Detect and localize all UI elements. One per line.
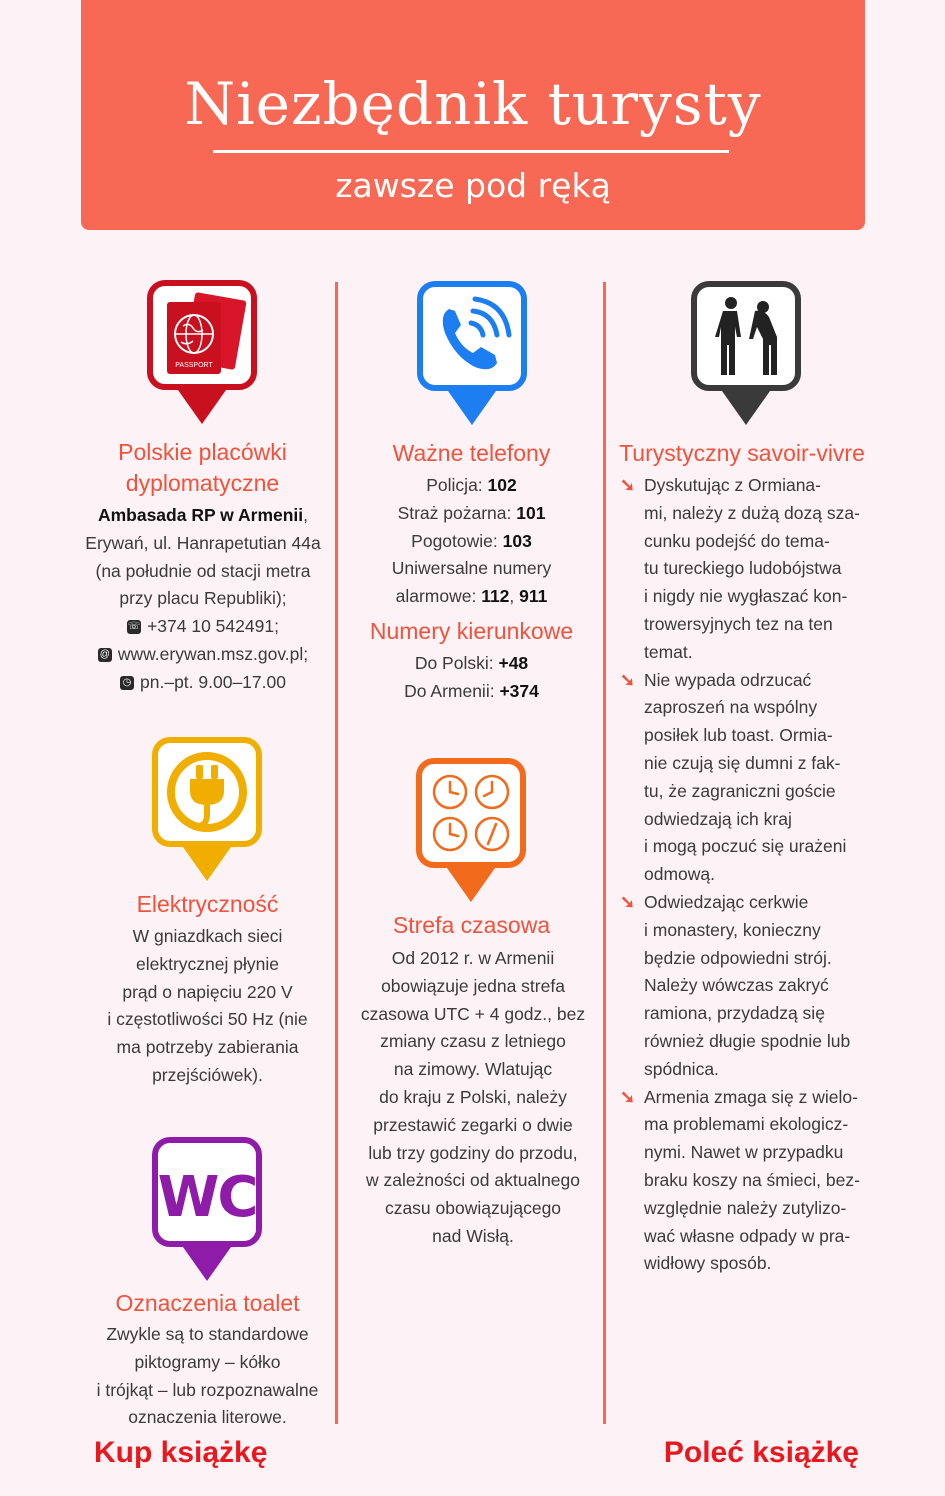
column-divider-right <box>603 282 606 1424</box>
dialing-codes: Do Polski: +48 Do Armenii: +374 <box>404 653 539 701</box>
phone-small-icon: ☏ <box>127 621 141 633</box>
embassy-address-line: (na południe od stacji metra <box>95 560 311 581</box>
column-divider-left <box>335 282 338 1424</box>
passport-icon <box>147 280 257 390</box>
buy-book-link[interactable]: Kup książkę <box>94 1436 268 1469</box>
embassy-address-line: Erywań, ul. Hanrapetutian 44a <box>85 532 321 553</box>
phones-title: Ważne telefony <box>392 440 551 466</box>
arrow-bullet-icon: ➘ <box>620 1086 636 1107</box>
page-title: Niezbędnik turysty <box>184 70 762 138</box>
arrow-bullet-icon: ➘ <box>620 475 636 495</box>
at-icon: @ <box>99 648 110 660</box>
embassy-hours: pn.–pt. 9.00–17.00 <box>140 671 286 692</box>
armenia-code: +374 <box>499 680 539 701</box>
dialing-codes-title: Numery kierunkowe <box>369 618 574 644</box>
wc-text: Zwykle są to standardowe piktogramy – kółko i trójkąt – lub rozpoznawalne oznaczenia literowe. <box>96 1324 319 1428</box>
electric-pin <box>183 847 231 881</box>
timezone-text: Od 2012 r. w Armenii obowiązuje jedna strefa czasowa UTC + 4 godz., bez zmiany czasu z letniego na zimowy. Wlatując do kraju z Polski, należy przestawić zegarki o dwie lub trzy godziny do przodu, w zależności od aktualnego czasu obowiązującego nad Wisłą. <box>360 948 586 1246</box>
embassy-address-line: przy placu Republiki); <box>119 588 287 609</box>
arrow-bullet-icon: ➘ <box>620 891 636 912</box>
list-item: ➘ Nie wypada odrzucać zaproszeń na wspólny posiłek lub toast. Ormia- nie czują się dumni z fak- tu, że zagraniczni goście odwiedzają ich kraj i mogą poczuć się urażeni odmową. <box>618 667 868 889</box>
recommend-book-link[interactable]: Poleć książkę <box>663 1436 859 1469</box>
arrow-bullet-icon: ➘ <box>620 669 636 690</box>
electric-text: W gniazdkach sieci elektrycznej płynie prąd o napięciu 220 V i częstotliwości 50 Hz (nie ma potrzeby zabierania przejściówek). <box>107 926 308 1085</box>
phones-list: Policja: 102 Straż pożarna: 101 Pogotowie: 103 Uniwersalne numery alarmowe: 112, 911 <box>391 475 552 607</box>
fire-number: 101 <box>516 502 546 523</box>
list-item: ➘ Armenia zmaga się z wielo- ma problemami ekologicz- nymi. Nawet w przypadku braku koszy na śmieci, bez- względnie należy zutylizo- wać własne odpady w pra- widłowy sposób. <box>618 1084 868 1279</box>
embassy-pin <box>178 390 226 424</box>
savoir-bullet-list <box>618 472 868 1278</box>
plug-icon <box>152 737 262 847</box>
savoir-pin <box>722 391 770 425</box>
page-subtitle: zawsze pod ręką <box>335 166 611 205</box>
list-item: ➘ Dyskutując z Ormiana- mi, należy z dużą dozą sza- cunku podejść do tema- tu tureckiego ludobójstwa i nigdy nie wygłaszać kon- trowersyjnych tez na ten temat. <box>618 472 868 667</box>
police-number: 102 <box>487 475 517 495</box>
emergency-number: 112 <box>481 586 510 607</box>
clocks-icon <box>416 758 526 868</box>
wc-label: WC <box>158 1165 256 1230</box>
wc-icon <box>152 1137 262 1247</box>
wc-title: Oznaczenia toalet <box>115 1290 300 1316</box>
embassy-details: Ambasada RP w Armenii, Erywań, ul. Hanrapetutian 44a (na południe od stacji metra przy placu Republiki); ☏ +374 10 542491; @ www.erywan.msz.gov.pl; ◷ pn.–pt. 9.00–17.00 <box>72 502 334 697</box>
title-underline <box>213 150 729 153</box>
wc-pin <box>183 1247 231 1281</box>
bowing-people-icon <box>691 281 801 391</box>
embassy-website[interactable]: www.erywan.msz.gov.pl; <box>117 643 309 664</box>
clock-small-icon: ◷ <box>120 676 134 690</box>
header-banner <box>81 0 865 230</box>
embassy-title: Polskie placówki dyplomatyczne <box>118 439 287 496</box>
ambulance-number: 103 <box>502 530 532 551</box>
timezone-title: Strefa czasowa <box>392 912 551 938</box>
time-pin <box>447 868 495 902</box>
passport-label: PASSPORT <box>175 362 213 369</box>
embassy-phone: +374 10 542491; <box>147 616 279 637</box>
phone-icon <box>417 281 527 391</box>
list-item: ➘ Odwiedzając cerkwie i monastery, konieczny będzie odpowiedni strój. Należy wówczas zakryć ramiona, przydadzą się również długie spodnie lub spódnica. <box>618 889 868 1084</box>
electric-title: Elektryczność <box>136 891 279 917</box>
emergency-number: 911 <box>519 586 548 607</box>
embassy-name: Ambasada RP w Armenii <box>97 505 304 525</box>
phones-pin <box>448 391 496 425</box>
savoir-title: Turystyczny savoir-vivre <box>619 440 865 466</box>
poland-code: +48 <box>498 653 529 673</box>
